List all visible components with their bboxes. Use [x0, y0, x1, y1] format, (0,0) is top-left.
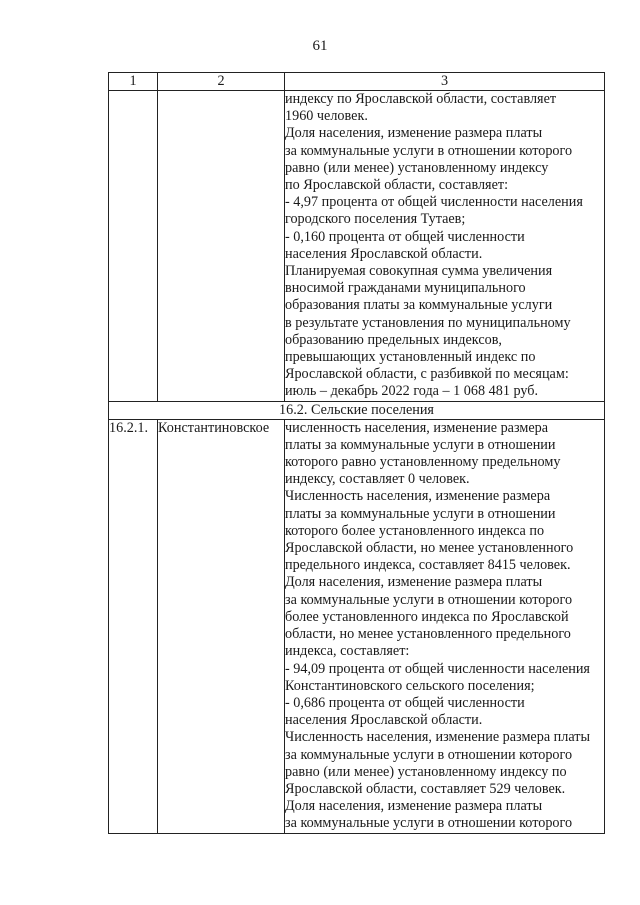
entry-text-line: которого более установленного индекса по	[285, 522, 545, 539]
continuation-text-line: образования платы за коммунальные услуги	[285, 297, 553, 314]
entry-text-line: более установленного индекса по Ярославской	[285, 608, 569, 625]
table-header-row	[109, 73, 605, 91]
continuation-text-line: городского поселения Тутаев;	[285, 211, 466, 228]
continuation-text-line: индексу по Ярославской области, составляет	[285, 91, 557, 107]
section-title: 16.2. Сельские поселения	[109, 401, 605, 419]
continuation-text-line: за коммунальные услуги в отношении которого	[285, 142, 573, 159]
header-col-2: 2	[158, 73, 285, 91]
entry-text-line: Ярославской области, но менее установленного	[285, 540, 574, 557]
entry-text-line: Доля населения, изменение размера платы	[285, 574, 543, 591]
header-col-1: 1	[109, 73, 158, 91]
header-col-3: 3	[285, 73, 605, 91]
continuation-row	[109, 91, 605, 402]
continuation-text-line: Доля населения, изменение размера платы	[285, 125, 543, 142]
continuation-text-line: по Ярославской области, составляет:	[285, 177, 509, 194]
entry-text-line: Численность населения, изменение размера платы	[285, 729, 591, 746]
continuation-text	[285, 91, 605, 402]
document-table	[108, 72, 605, 834]
continuation-text-line: 1960 человек.	[285, 108, 368, 125]
entry-text	[285, 419, 605, 833]
continuation-text-line: июль – декабрь 2022 года – 1 068 481 руб.	[285, 383, 539, 400]
continuation-col-2	[158, 91, 285, 402]
entry-text-line: которого равно установленному предельному	[285, 454, 561, 471]
entry-number: 16.2.1.	[109, 419, 158, 833]
continuation-text-line: вносимой гражданами муниципального	[285, 280, 526, 297]
entry-text-line: Константиновского сельского поселения;	[285, 677, 535, 694]
continuation-text-line: Ярославской области, с разбивкой по месяцам:	[285, 366, 569, 383]
continuation-text-line: Планируемая совокупная сумма увеличения	[285, 263, 553, 280]
entry-text-line: платы за коммунальные услуги в отношении	[285, 505, 556, 522]
entry-text-line: - 94,09 процента от общей численности населения	[285, 660, 590, 677]
continuation-col-1	[109, 91, 158, 402]
entry-name: Константиновское	[158, 419, 285, 833]
entry-text-line: Доля населения, изменение размера платы	[285, 798, 543, 815]
continuation-text-line: - 4,97 процента от общей численности населения	[285, 194, 583, 211]
entry-text-line: индекса, составляет:	[285, 643, 410, 660]
entry-text-line: равно (или менее) установленному индексу по	[285, 763, 567, 780]
entry-text-line: за коммунальные услуги в отношении которого	[285, 815, 573, 832]
entry-text-line: населения Ярославской области.	[285, 712, 483, 729]
section-row	[109, 401, 605, 419]
continuation-text-line: равно (или менее) установленному индексу	[285, 159, 549, 176]
entry-text-line: Ярославской области, составляет 529 человек.	[285, 780, 566, 797]
entry-text-line: численность населения, изменение размера	[285, 419, 549, 436]
continuation-text-line: в результате установления по муниципальному	[285, 314, 571, 331]
entry-text-line: платы за коммунальные услуги в отношении	[285, 436, 556, 453]
entry-text-line: за коммунальные услуги в отношении которого	[285, 746, 573, 763]
entry-text-line: за коммунальные услуги в отношении которого	[285, 591, 573, 608]
continuation-text-line: образованию предельных индексов,	[285, 331, 502, 348]
entry-text-line: индексу, составляет 0 человек.	[285, 471, 470, 488]
continuation-text-line: населения Ярославской области.	[285, 245, 483, 262]
entry-text-line: - 0,686 процента от общей численности	[285, 694, 525, 711]
entry-text-line: области, но менее установленного предельного	[285, 626, 571, 643]
entry-text-line: предельного индекса, составляет 8415 человек.	[285, 557, 571, 574]
page-number: 61	[312, 38, 328, 54]
entry-row	[109, 419, 605, 833]
entry-text-line: Численность населения, изменение размера	[285, 488, 551, 505]
continuation-text-line: превышающих установленный индекс по	[285, 349, 536, 366]
continuation-text-line: - 0,160 процента от общей численности	[285, 228, 525, 245]
